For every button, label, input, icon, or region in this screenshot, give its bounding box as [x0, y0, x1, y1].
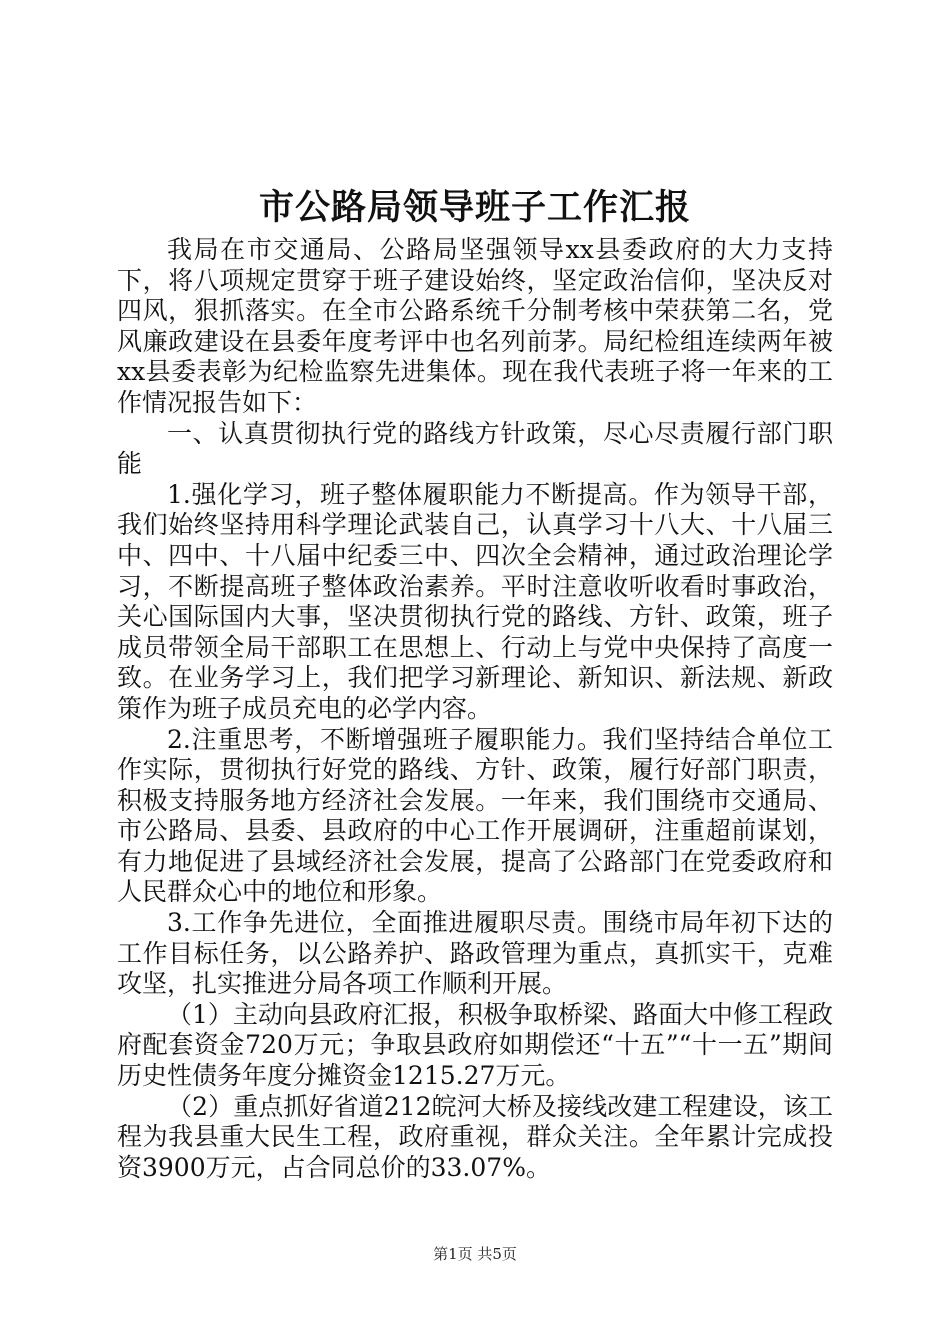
document-body — [117, 235, 833, 1183]
paragraph-item-1: 1.强化学习，班子整体履职能力不断提高。作为领导干部，我们始终坚持用科学理论武装自己，认真学习十八大、十八届三中、四中、十八届中纪委三中、四次全会精神，通过政治理论学习，不断提高班子整体政治素养。平时注意收听收看时事政治，关心国际国内大事，坚决贯彻执行党的路线、方针、政策，班子成员带领全局干部职工在思想上、行动上与党中央保持了高度一致。在业务学习上，我们把学习新理论、新知识、新法规、新政策作为班子成员充电的必学内容。 — [117, 479, 833, 723]
document-title: 市公路局领导班子工作汇报 — [258, 187, 691, 228]
page-number: 第1页 共5页 — [433, 1245, 517, 1263]
paragraph-subitem-2: （2）重点抓好省道212皖河大桥及接线改建工程建设，该工程为我县重大民生工程，政府重视，群众关注。全年累计完成投资3900万元，占合同总价的33.07%。 — [117, 1091, 833, 1182]
paragraph-item-3: 3.工作争先进位，全面推进履职尽责。围绕市局年初下达的工作目标任务，以公路养护、路政管理为重点，真抓实干，克难攻坚，扎实推进分局各项工作顺利开展。 — [117, 908, 833, 999]
paragraph-subitem-1: （1）主动向县政府汇报，积极争取桥梁、路面大中修工程政府配套资金720万元；争取县政府如期偿还“十五”“十一五”期间历史性债务年度分摊资金1215.27万元。 — [117, 999, 833, 1091]
page-footer — [0, 1243, 950, 1265]
paragraph-intro: 我局在市交通局、公路局坚强领导xx县委政府的大力支持下，将八项规定贯穿于班子建设始终，坚定政治信仰，坚决反对四风，狠抓落实。在全市公路系统千分制考核中荣获第二名，党风廉政建设在县委年度考评中也名列前茅。局纪检组连续两年被xx县委表彰为纪检监察先进集体。现在我代表班子将一年来的工作情况报告如下： — [117, 235, 833, 417]
section-heading-1: 一、认真贯彻执行党的路线方针政策，尽心尽责履行部门职能 — [117, 418, 833, 479]
paragraph-item-2: 2.注重思考，不断增强班子履职能力。我们坚持结合单位工作实际，贯彻执行好党的路线、方针、政策，履行好部门职责，积极支持服务地方经济社会发展。一年来，我们围绕市交通局、市公路局、县委、县政府的中心工作开展调研，注重超前谋划，有力地促进了县域经济社会发展，提高了公路部门在党委政府和人民群众心中的地位和形象。 — [117, 724, 833, 907]
